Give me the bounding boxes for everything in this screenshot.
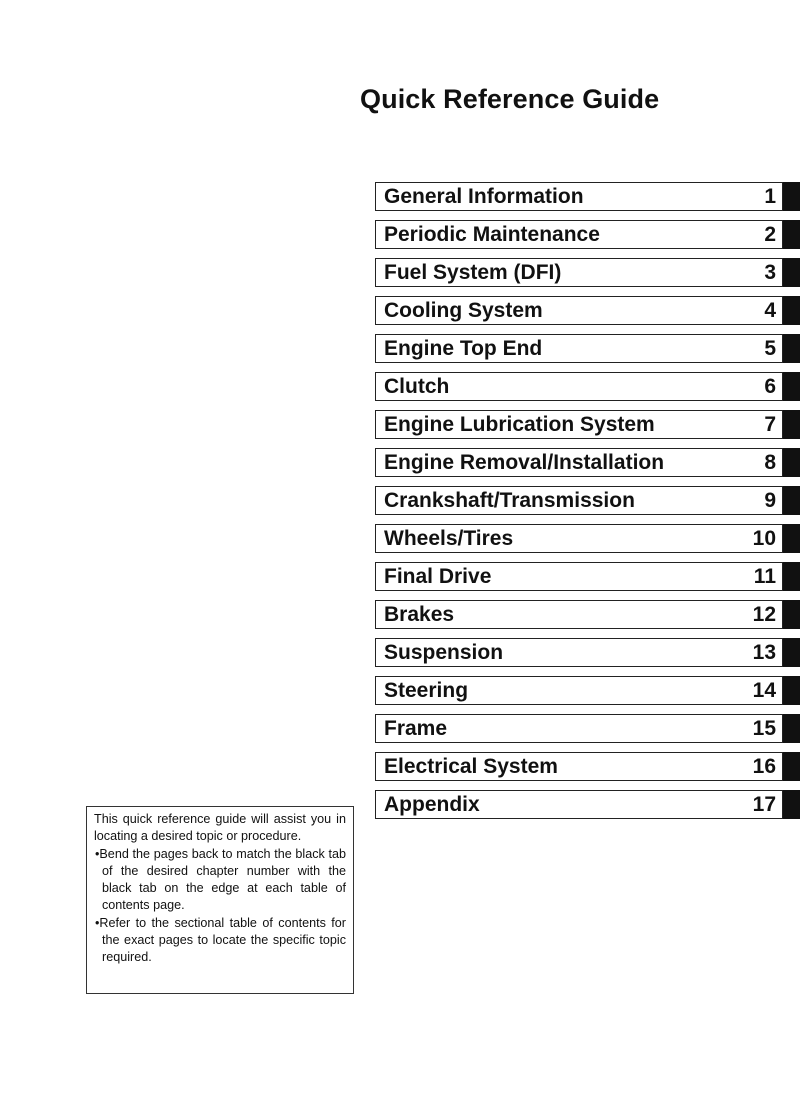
chapter-tab [783,562,800,591]
chapter-label: Brakes [384,603,455,626]
chapter-row-appendix[interactable] [375,790,800,819]
chapter-row-general-information[interactable] [375,182,800,211]
chapter-row-final-drive[interactable] [375,562,800,591]
chapter-row-cooling-system[interactable] [375,296,800,325]
chapter-number: 10 [752,527,776,550]
chapter-box[interactable] [375,600,783,629]
usage-note-intro: This quick reference guide will assist you in locating a desired topic or procedure. [94,812,346,844]
chapter-box[interactable] [375,220,783,249]
chapter-tab [783,714,800,743]
chapter-tab [783,182,800,211]
chapter-box[interactable] [375,372,783,401]
chapter-box[interactable] [375,524,783,553]
chapter-label: Final Drive [384,565,492,588]
chapter-label: General Information [384,185,584,208]
chapter-box[interactable] [375,296,783,325]
usage-note-bullet: •Bend the pages back to match the black tab of the desired chapter number with the black tab on the edge at each table of contents page. [95,846,346,913]
chapter-number: 3 [764,261,776,284]
chapter-box[interactable] [375,752,783,781]
chapter-tab [783,334,800,363]
chapter-label: Steering [384,679,469,702]
chapter-row-clutch[interactable] [375,372,800,401]
chapter-label: Appendix [384,793,480,816]
usage-note-bullet: •Refer to the sectional table of contents for the exact pages to locate the specific topic required. [95,915,346,965]
chapter-row-periodic-maintenance[interactable] [375,220,800,249]
chapter-label: Engine Top End [384,337,543,360]
chapter-tab [783,372,800,401]
chapter-label: Engine Removal/Installation [384,451,665,474]
chapter-number: 17 [752,793,776,816]
chapter-box[interactable] [375,182,783,211]
chapter-box[interactable] [375,676,783,705]
chapter-tab [783,296,800,325]
chapter-tab [783,790,800,819]
chapter-label: Suspension [384,641,504,664]
chapter-label: Frame [384,717,448,740]
chapter-tab [783,486,800,515]
chapter-box[interactable] [375,638,783,667]
chapter-row-frame[interactable] [375,714,800,743]
chapter-number: 16 [752,755,776,778]
chapter-row-engine-lubrication-system[interactable] [375,410,800,439]
chapter-row-electrical-system[interactable] [375,752,800,781]
chapter-number: 7 [764,413,776,436]
chapter-box[interactable] [375,448,783,477]
chapter-row-brakes[interactable] [375,600,800,629]
chapter-label: Clutch [384,375,450,398]
chapter-row-fuel-system[interactable] [375,258,800,287]
chapter-number: 2 [764,223,776,246]
chapter-row-steering[interactable] [375,676,800,705]
chapter-tab [783,676,800,705]
chapter-tab [783,220,800,249]
chapter-label: Fuel System (DFI) [384,261,562,284]
chapter-box[interactable] [375,486,783,515]
chapter-row-engine-top-end[interactable] [375,334,800,363]
chapter-tab [783,448,800,477]
chapter-tab [783,638,800,667]
usage-note-box [86,806,354,994]
page-title: Quick Reference Guide [360,84,660,114]
chapter-label: Periodic Maintenance [384,223,600,246]
chapter-row-suspension[interactable] [375,638,800,667]
chapter-tab [783,752,800,781]
chapter-box[interactable] [375,714,783,743]
chapter-box[interactable] [375,410,783,439]
chapter-box[interactable] [375,562,783,591]
chapter-row-crankshaft-transmission[interactable] [375,486,800,515]
chapter-label: Wheels/Tires [384,527,514,550]
chapter-box[interactable] [375,258,783,287]
chapter-tab [783,410,800,439]
chapter-label: Cooling System [384,299,543,322]
chapter-box[interactable] [375,790,783,819]
chapter-row-engine-removal-installation[interactable] [375,448,800,477]
chapter-number: 14 [752,679,776,702]
chapter-label: Electrical System [384,755,558,778]
chapter-number: 8 [764,451,776,474]
chapter-number: 15 [752,717,776,740]
chapter-number: 13 [752,641,776,664]
chapter-label: Crankshaft/Transmission [384,489,635,512]
chapter-number: 5 [764,337,776,360]
chapter-number: 9 [764,489,776,512]
chapter-number: 12 [752,603,776,626]
chapter-number: 6 [764,375,776,398]
chapter-tab [783,258,800,287]
chapter-row-wheels-tires[interactable] [375,524,800,553]
chapter-number: 4 [764,299,776,322]
chapter-label: Engine Lubrication System [384,413,655,436]
chapter-tab [783,524,800,553]
chapter-tab [783,600,800,629]
chapter-box[interactable] [375,334,783,363]
chapter-number: 1 [764,185,776,208]
chapter-number: 11 [753,565,776,588]
